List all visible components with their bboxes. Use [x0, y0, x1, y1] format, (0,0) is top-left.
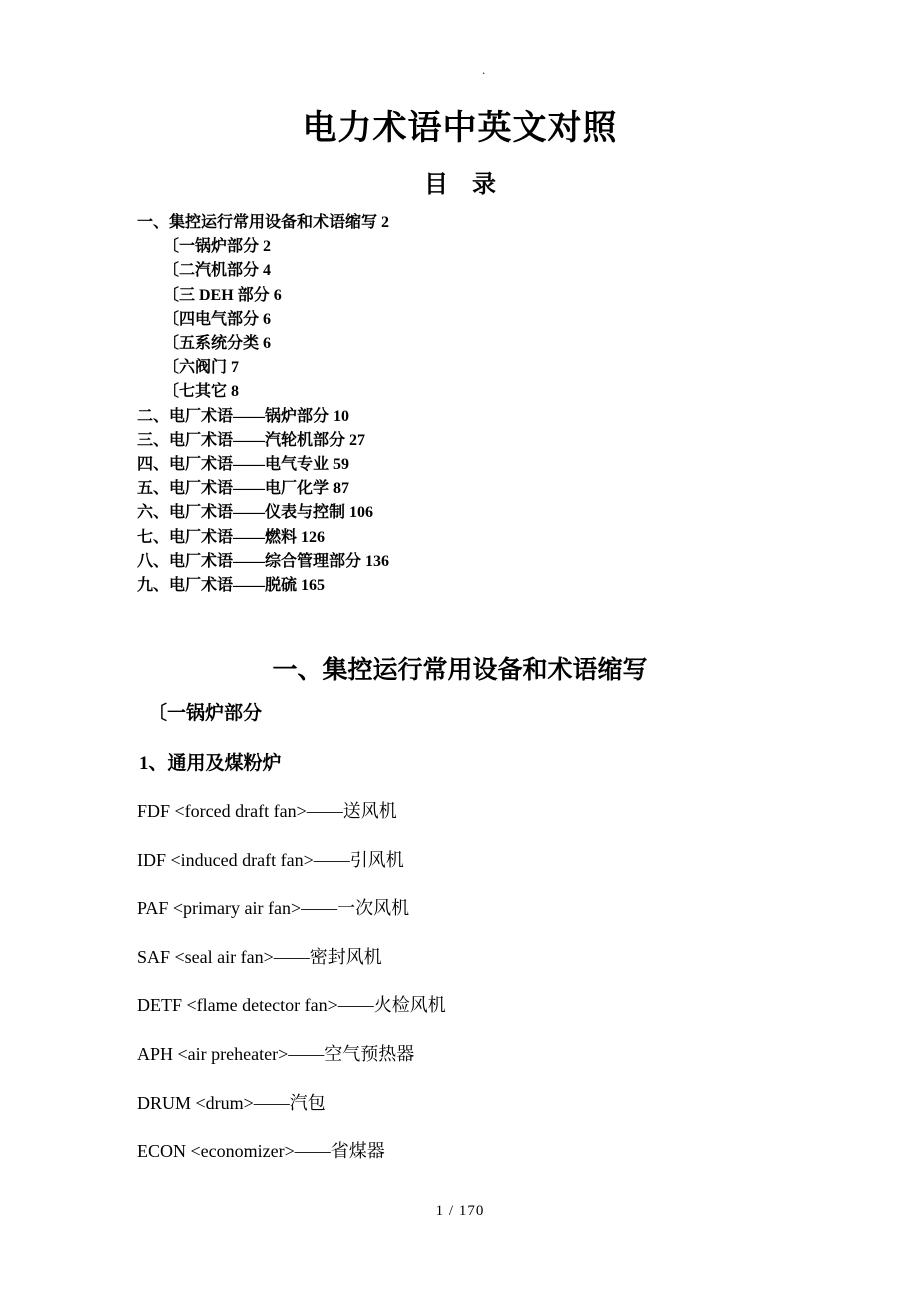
- toc-item-label: 四、电厂术语——电气专业: [137, 456, 330, 474]
- toc-item[interactable]: [137, 501, 389, 525]
- toc-item-label: 〔三 DEH 部分: [163, 286, 270, 304]
- toc-item-page: 136: [361, 552, 390, 570]
- section-heading: 一、集控运行常用设备和术语缩写: [272, 657, 648, 684]
- toc-item[interactable]: [137, 308, 389, 332]
- toc-item-label: 八、电厂术语——综合管理部分: [137, 552, 362, 570]
- toc-item-page: 6: [259, 335, 272, 353]
- toc-item[interactable]: [137, 550, 389, 574]
- toc-item-label: 六、电厂术语——仪表与控制: [137, 504, 346, 522]
- toc-item[interactable]: [137, 235, 389, 259]
- page-number: 1 / 170: [435, 1203, 485, 1219]
- toc-item-page: 4: [259, 262, 272, 280]
- toc-item-page: 59: [329, 456, 350, 474]
- toc-item-page: 165: [297, 577, 326, 595]
- toc-item-page: 87: [329, 480, 350, 498]
- toc-item-page: 10: [329, 407, 350, 425]
- toc-item-label: 〔一锅炉部分: [163, 238, 260, 256]
- toc-item-label: 〔六阀门: [163, 359, 228, 377]
- toc-item[interactable]: [137, 405, 389, 429]
- toc-item-page: 2: [259, 238, 272, 256]
- term-entry: DETF <flame detector fan>——火检风机: [137, 995, 446, 1016]
- term-entry: FDF <forced draft fan>——送风机: [137, 801, 397, 821]
- table-of-contents: [137, 211, 389, 598]
- toc-item-label: 二、电厂术语——锅炉部分: [137, 407, 330, 425]
- toc-item[interactable]: [137, 380, 389, 404]
- toc-item-page: 27: [345, 431, 366, 449]
- terms-list: [137, 799, 446, 1188]
- toc-item[interactable]: [137, 211, 389, 235]
- toc-item[interactable]: [137, 574, 389, 598]
- stray-mark: .: [482, 62, 486, 77]
- toc-item[interactable]: [137, 284, 389, 308]
- group-heading: 1、通用及煤粉炉: [139, 753, 282, 774]
- document-title: 电力术语中英文对照: [302, 110, 618, 147]
- toc-item-label: 〔四电气部分: [163, 310, 260, 328]
- toc-item-label: 九、电厂术语——脱硫: [137, 577, 298, 595]
- term-entry: DRUM <drum>——汽包: [137, 1092, 326, 1113]
- toc-item-label: 一、集控运行常用设备和术语缩写: [137, 214, 378, 231]
- toc-item[interactable]: [137, 259, 389, 283]
- toc-item-page: 7: [227, 359, 240, 377]
- toc-item-label: 〔五系统分类: [163, 335, 260, 353]
- toc-item-page: 8: [227, 383, 240, 401]
- toc-item[interactable]: [137, 356, 389, 380]
- toc-item-page: 2: [377, 214, 390, 231]
- toc-item-page: 6: [269, 286, 282, 304]
- toc-heading: 目 录: [424, 172, 496, 198]
- toc-item-page: 106: [345, 504, 374, 522]
- toc-item-label: 〔七其它: [163, 383, 228, 401]
- toc-item[interactable]: [137, 453, 389, 477]
- toc-item-page: 6: [259, 310, 272, 328]
- term-entry: SAF <seal air fan>——密封风机: [137, 946, 382, 967]
- toc-item-label: 五、电厂术语——电厂化学: [137, 480, 330, 498]
- toc-item-label: 三、电厂术语——汽轮机部分: [137, 431, 346, 449]
- toc-item[interactable]: [137, 332, 389, 356]
- toc-item[interactable]: [137, 429, 389, 453]
- term-entry: ECON <economizer>——省煤器: [137, 1141, 385, 1162]
- subsection-heading: 〔一锅炉部分: [148, 703, 263, 724]
- toc-item-label: 〔二汽机部分: [163, 262, 260, 280]
- toc-item[interactable]: [137, 526, 389, 550]
- term-entry: APH <air preheater>——空气预热器: [137, 1043, 415, 1064]
- toc-item[interactable]: [137, 477, 389, 501]
- term-entry: IDF <induced draft fan>——引风机: [137, 849, 404, 870]
- toc-item-page: 126: [297, 528, 326, 546]
- toc-item-label: 七、电厂术语——燃料: [137, 528, 298, 546]
- term-entry: PAF <primary air fan>——一次风机: [137, 898, 410, 919]
